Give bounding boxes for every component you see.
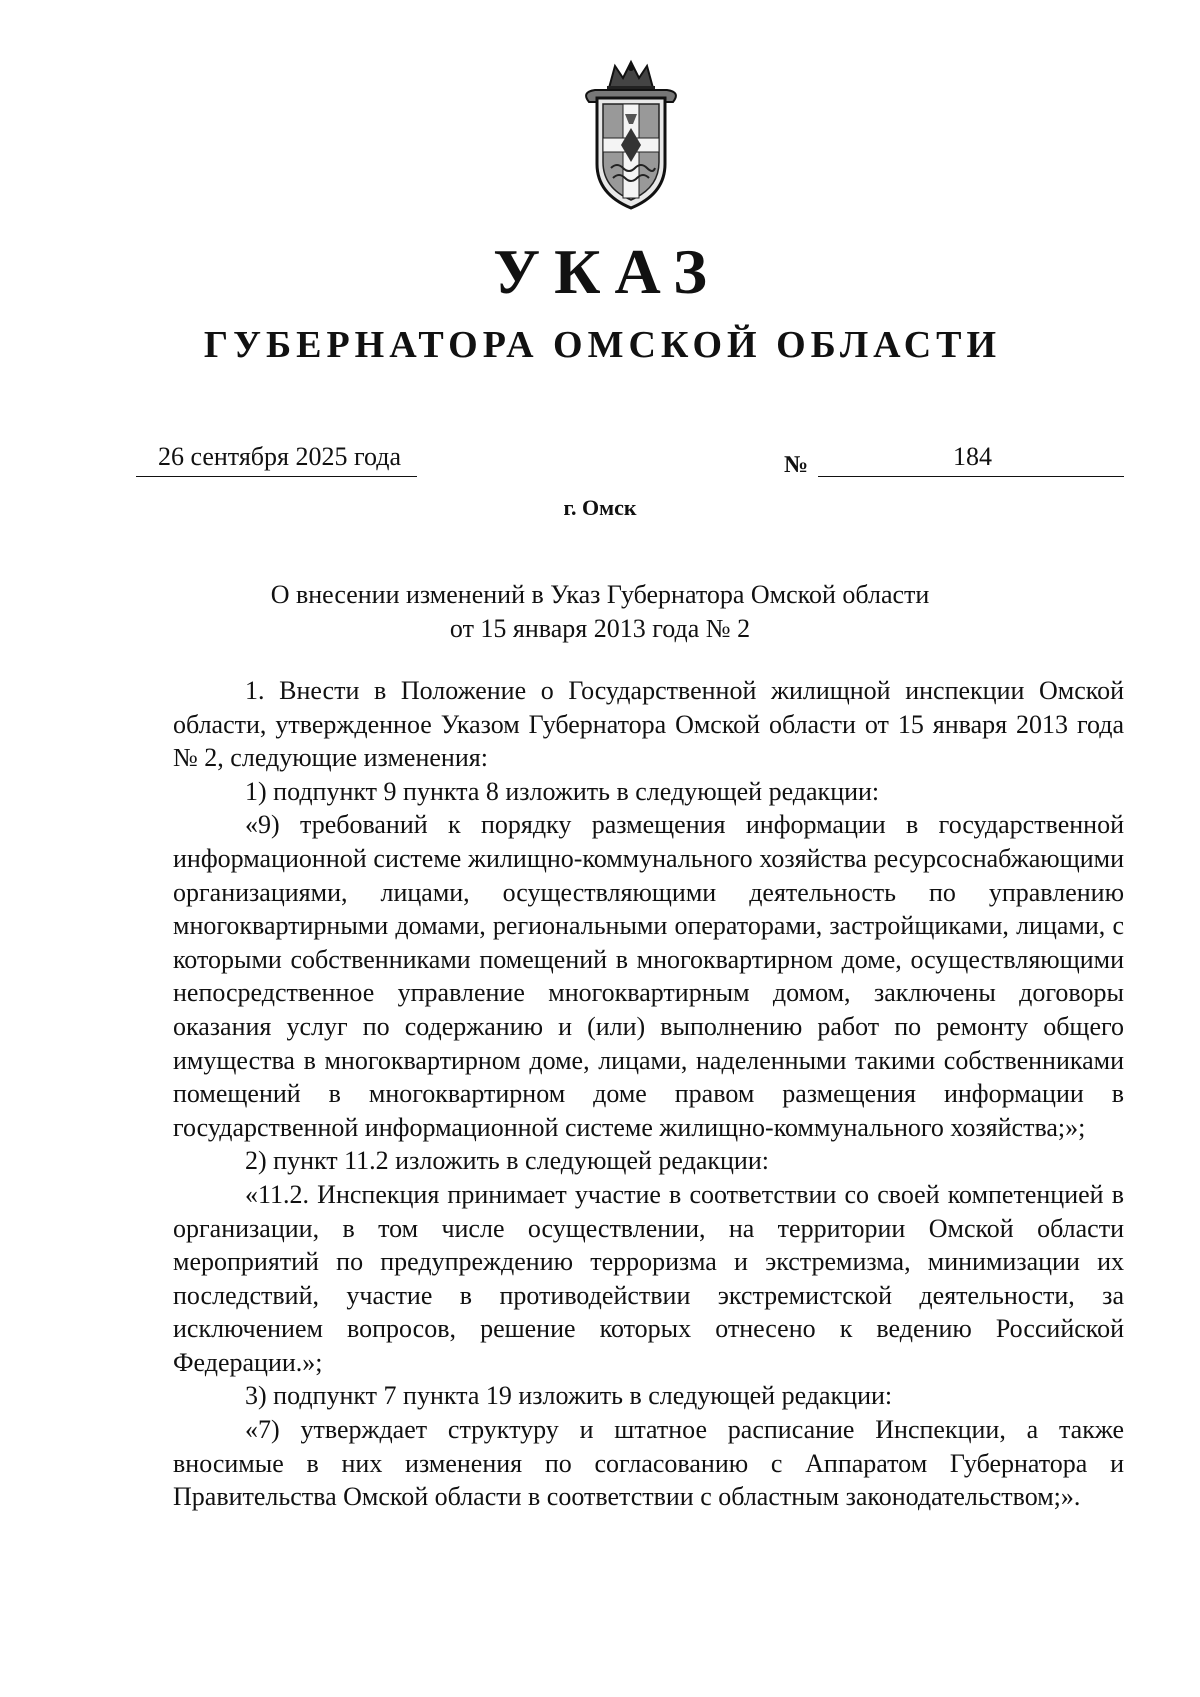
date-field <box>136 440 417 477</box>
body-paragraph: «9) требований к порядку размещения информации в государственной информационной системе жилищно-коммунального хозяйства ресурсоснабжающими организациями, лицами, осуществляющими деятельность по управлению многоквартирными домами, региональными операторами, застройщиками, лицами, с которыми собственниками помещений в многоквартирном доме, осуществляющими непосредственное управление многоквартирным домом, заключены договоры оказания услуг по содержанию и (или) выполнению работ по ремонту общего имущества в многоквартирном доме, лицами, наделенными такими собственниками помещений в многоквартирном доме правом размещения информации в государственной информационной системе жилищно-коммунального хозяйства;»; <box>173 810 1124 1142</box>
coat-of-arms-emblem <box>575 58 687 214</box>
number-field <box>818 440 1124 477</box>
body-paragraph: 3) подпункт 7 пункта 19 изложить в следующей редакции: <box>245 1381 893 1411</box>
decree-date: 26 сентября 2025 года <box>158 442 402 471</box>
body-paragraph: 1. Внести в Положение о Государственной жилищной инспекции Омской области, утвержденное Указом Губернатора Омской области от 15 января 2013 года № 2, следующие изменения: <box>173 676 1124 773</box>
document-subject <box>0 578 1200 646</box>
document-body <box>173 674 1124 1514</box>
body-paragraph: 1) подпункт 9 пункта 8 изложить в следующей редакции: <box>245 776 880 806</box>
body-paragraph: «11.2. Инспекция принимает участие в соответствии со своей компетенцией в организации, в том числе осуществлении, на территории Омской области мероприятий по предупреждению терроризма и экстремизма, минимизации их последствий, участие в противодействии экстремистской деятельности, за исключением вопросов, решение которых отнесено к ведению Российской Федерации.»; <box>173 1179 1124 1377</box>
body-paragraph: «7) утверждает структуру и штатное расписание Инспекции, а также вносимые в них изменения по согласованию с Аппаратом Губернатора и Правительства Омской области в соответствии с областным законодательством;». <box>173 1415 1124 1512</box>
body-paragraph: 2) пункт 11.2 изложить в следующей редакции: <box>245 1146 769 1176</box>
document-subject-line: О внесении изменений в Указ Губернатора Омской области <box>270 580 930 609</box>
issuer-title: ГУБЕРНАТОРА ОМСКОЙ ОБЛАСТИ <box>203 324 1002 366</box>
decree-title: УКАЗ <box>493 236 721 307</box>
document-subject-line: от 15 января 2013 года № 2 <box>449 614 751 643</box>
decree-number: 184 <box>953 442 992 471</box>
city-label: г. Омск <box>563 495 637 520</box>
number-label: № <box>784 452 809 478</box>
